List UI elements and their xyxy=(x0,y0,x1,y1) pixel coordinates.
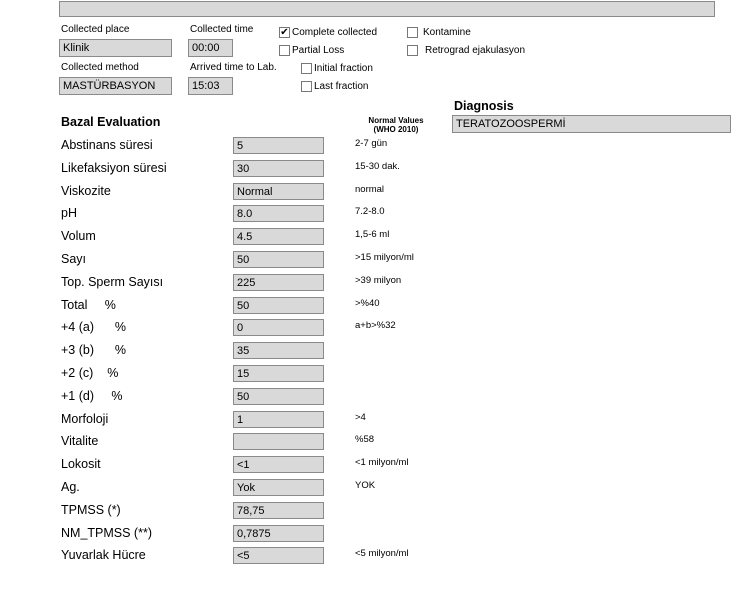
last-fraction-label: Last fraction xyxy=(314,81,369,92)
complete-collected-label: Complete collected xyxy=(292,27,378,38)
row-normal-value: >%40 xyxy=(355,298,380,309)
normal-values-header-line2: (WHO 2010) xyxy=(373,125,419,134)
row-value-field[interactable]: 50 xyxy=(233,297,324,314)
collected-time-field[interactable]: 00:00 xyxy=(188,39,233,57)
partial-loss-option[interactable] xyxy=(279,45,344,56)
retrograd-label: Retrograd ejakulasyon xyxy=(425,45,526,56)
kontamine-label: Kontamine xyxy=(423,27,471,38)
row-label: TPMSS (*) xyxy=(61,503,121,517)
collected-method-label: Collected method xyxy=(61,62,139,73)
row-label: Yuvarlak Hücre xyxy=(61,548,146,562)
row-label: Morfoloji xyxy=(61,412,109,426)
retrograd-option[interactable] xyxy=(407,45,525,56)
row-value-field[interactable]: 78,75 xyxy=(233,502,324,519)
row-value-field[interactable]: 4.5 xyxy=(233,228,324,245)
top-input-bar[interactable] xyxy=(59,1,715,17)
row-label: +1 (d) % xyxy=(61,389,123,403)
row-value-field[interactable]: <1 xyxy=(233,456,324,473)
row-normal-value: >4 xyxy=(355,412,366,423)
complete-collected-checkbox[interactable]: ✔ xyxy=(280,26,289,38)
row-label: Top. Sperm Sayısı xyxy=(61,275,164,289)
row-label: Volum xyxy=(61,229,96,243)
row-label: Total % xyxy=(61,298,116,312)
row-value-field[interactable]: Normal xyxy=(233,183,324,200)
last-fraction-option[interactable] xyxy=(301,81,368,92)
partial-loss-checkbox[interactable] xyxy=(279,45,290,56)
kontamine-option[interactable] xyxy=(407,27,471,38)
row-normal-value: <5 milyon/ml xyxy=(355,548,409,559)
row-normal-value: 2-7 gün xyxy=(355,138,388,149)
row-label: NM_TPMSS (**) xyxy=(61,526,152,540)
row-value-field[interactable]: <5 xyxy=(233,547,324,564)
row-label: Vitalite xyxy=(61,434,99,448)
row-normal-value: >15 milyon/ml xyxy=(355,252,414,263)
row-value-field[interactable]: 5 xyxy=(233,137,324,154)
retrograd-checkbox[interactable] xyxy=(407,45,418,56)
row-normal-value: 1,5-6 ml xyxy=(355,229,390,240)
normal-values-header-line1: Normal Values xyxy=(368,116,424,125)
collected-method-field[interactable]: MASTÜRBASYON xyxy=(59,77,172,95)
row-label: pH xyxy=(61,206,77,220)
row-value-field[interactable]: 15 xyxy=(233,365,324,382)
collected-time-label: Collected time xyxy=(190,24,254,35)
row-value-field[interactable]: 35 xyxy=(233,342,324,359)
row-value-field[interactable]: 50 xyxy=(233,251,324,268)
row-value-field[interactable]: 0,7875 xyxy=(233,525,324,542)
diagnosis-title: Diagnosis xyxy=(454,99,514,113)
row-label: +4 (a) % xyxy=(61,320,126,334)
row-normal-value: >39 milyon xyxy=(355,275,402,286)
arrived-time-label: Arrived time to Lab. xyxy=(190,62,277,73)
row-value-field[interactable]: 30 xyxy=(233,160,324,177)
row-label: Sayı xyxy=(61,252,87,266)
initial-fraction-option[interactable] xyxy=(301,63,373,74)
collected-place-field[interactable]: Klinik xyxy=(59,39,172,57)
row-label: Ag. xyxy=(61,480,80,494)
normal-values-header xyxy=(355,116,437,134)
row-normal-value: %58 xyxy=(355,434,375,445)
row-normal-value: 15-30 dak. xyxy=(355,161,400,172)
row-value-field[interactable]: 0 xyxy=(233,319,324,336)
arrived-time-field[interactable]: 15:03 xyxy=(188,77,233,95)
bazal-evaluation-title: Bazal Evaluation xyxy=(61,115,161,129)
row-value-field[interactable]: 8.0 xyxy=(233,205,324,222)
row-value-field[interactable]: 50 xyxy=(233,388,324,405)
kontamine-checkbox[interactable] xyxy=(407,27,418,38)
row-value-field[interactable]: Yok xyxy=(233,479,324,496)
collected-place-label: Collected place xyxy=(61,24,130,35)
row-value-field[interactable] xyxy=(233,433,324,450)
row-normal-value: normal xyxy=(355,184,385,195)
row-label: Abstinans süresi xyxy=(61,138,153,152)
row-label: Viskozite xyxy=(61,184,111,198)
last-fraction-checkbox[interactable] xyxy=(301,81,312,92)
row-value-field[interactable]: 225 xyxy=(233,274,324,291)
row-normal-value: <1 milyon/ml xyxy=(355,457,409,468)
row-normal-value: YOK xyxy=(355,480,376,491)
diagnosis-field[interactable]: TERATOZOOSPERMİ xyxy=(452,115,731,133)
row-label: +2 (c) % xyxy=(61,366,119,380)
row-value-field[interactable]: 1 xyxy=(233,411,324,428)
partial-loss-label: Partial Loss xyxy=(292,45,345,56)
initial-fraction-label: Initial fraction xyxy=(314,63,373,74)
row-normal-value: 7.2-8.0 xyxy=(355,206,385,217)
row-label: Likefaksiyon süresi xyxy=(61,161,167,175)
complete-collected-option[interactable] xyxy=(279,27,377,38)
row-label: +3 (b) % xyxy=(61,343,126,357)
row-normal-value: a+b>%32 xyxy=(355,320,396,331)
initial-fraction-checkbox[interactable] xyxy=(301,63,312,74)
row-label: Lokosit xyxy=(61,457,101,471)
